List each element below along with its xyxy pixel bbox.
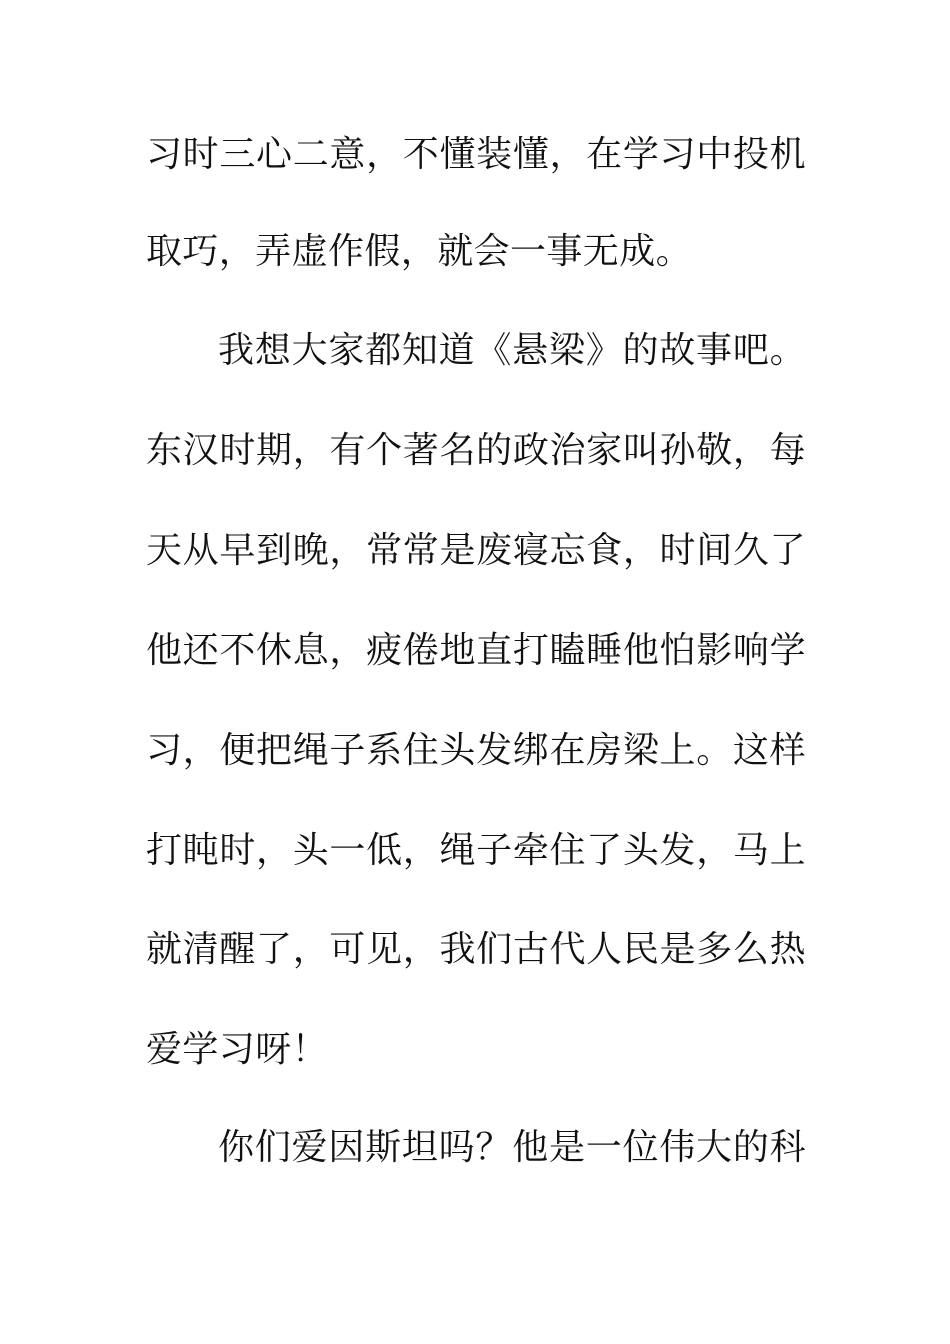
text-line-4: 东汉时期，有个著名的政治家叫孙敬，每 <box>146 430 806 471</box>
text-line-8: 打盹时，头一低，绳子牵住了头发，马上 <box>146 830 806 871</box>
text-line-1: 习时三心二意，不懂装懂，在学习中投机 <box>146 134 806 175</box>
paragraph-start-line-3: 我想大家都知道《悬梁》的故事吧。 <box>218 330 806 371</box>
paragraph-start-line-11: 你们爱因斯坦吗？他是一位伟大的科 <box>218 1127 806 1168</box>
text-line-5: 天从早到晚，常常是废寝忘食，时间久了 <box>146 530 806 571</box>
text-line-10: 爱学习呀！ <box>146 1029 329 1070</box>
text-line-7: 习，便把绳子系住头发绑在房梁上。这样 <box>146 730 806 771</box>
text-line-6: 他还不休息，疲倦地直打瞌睡他怕影响学 <box>146 630 806 671</box>
text-line-9: 就清醒了，可见，我们古代人民是多么热 <box>146 929 806 970</box>
text-line-2: 取巧，弄虚作假，就会一事无成。 <box>146 231 693 272</box>
